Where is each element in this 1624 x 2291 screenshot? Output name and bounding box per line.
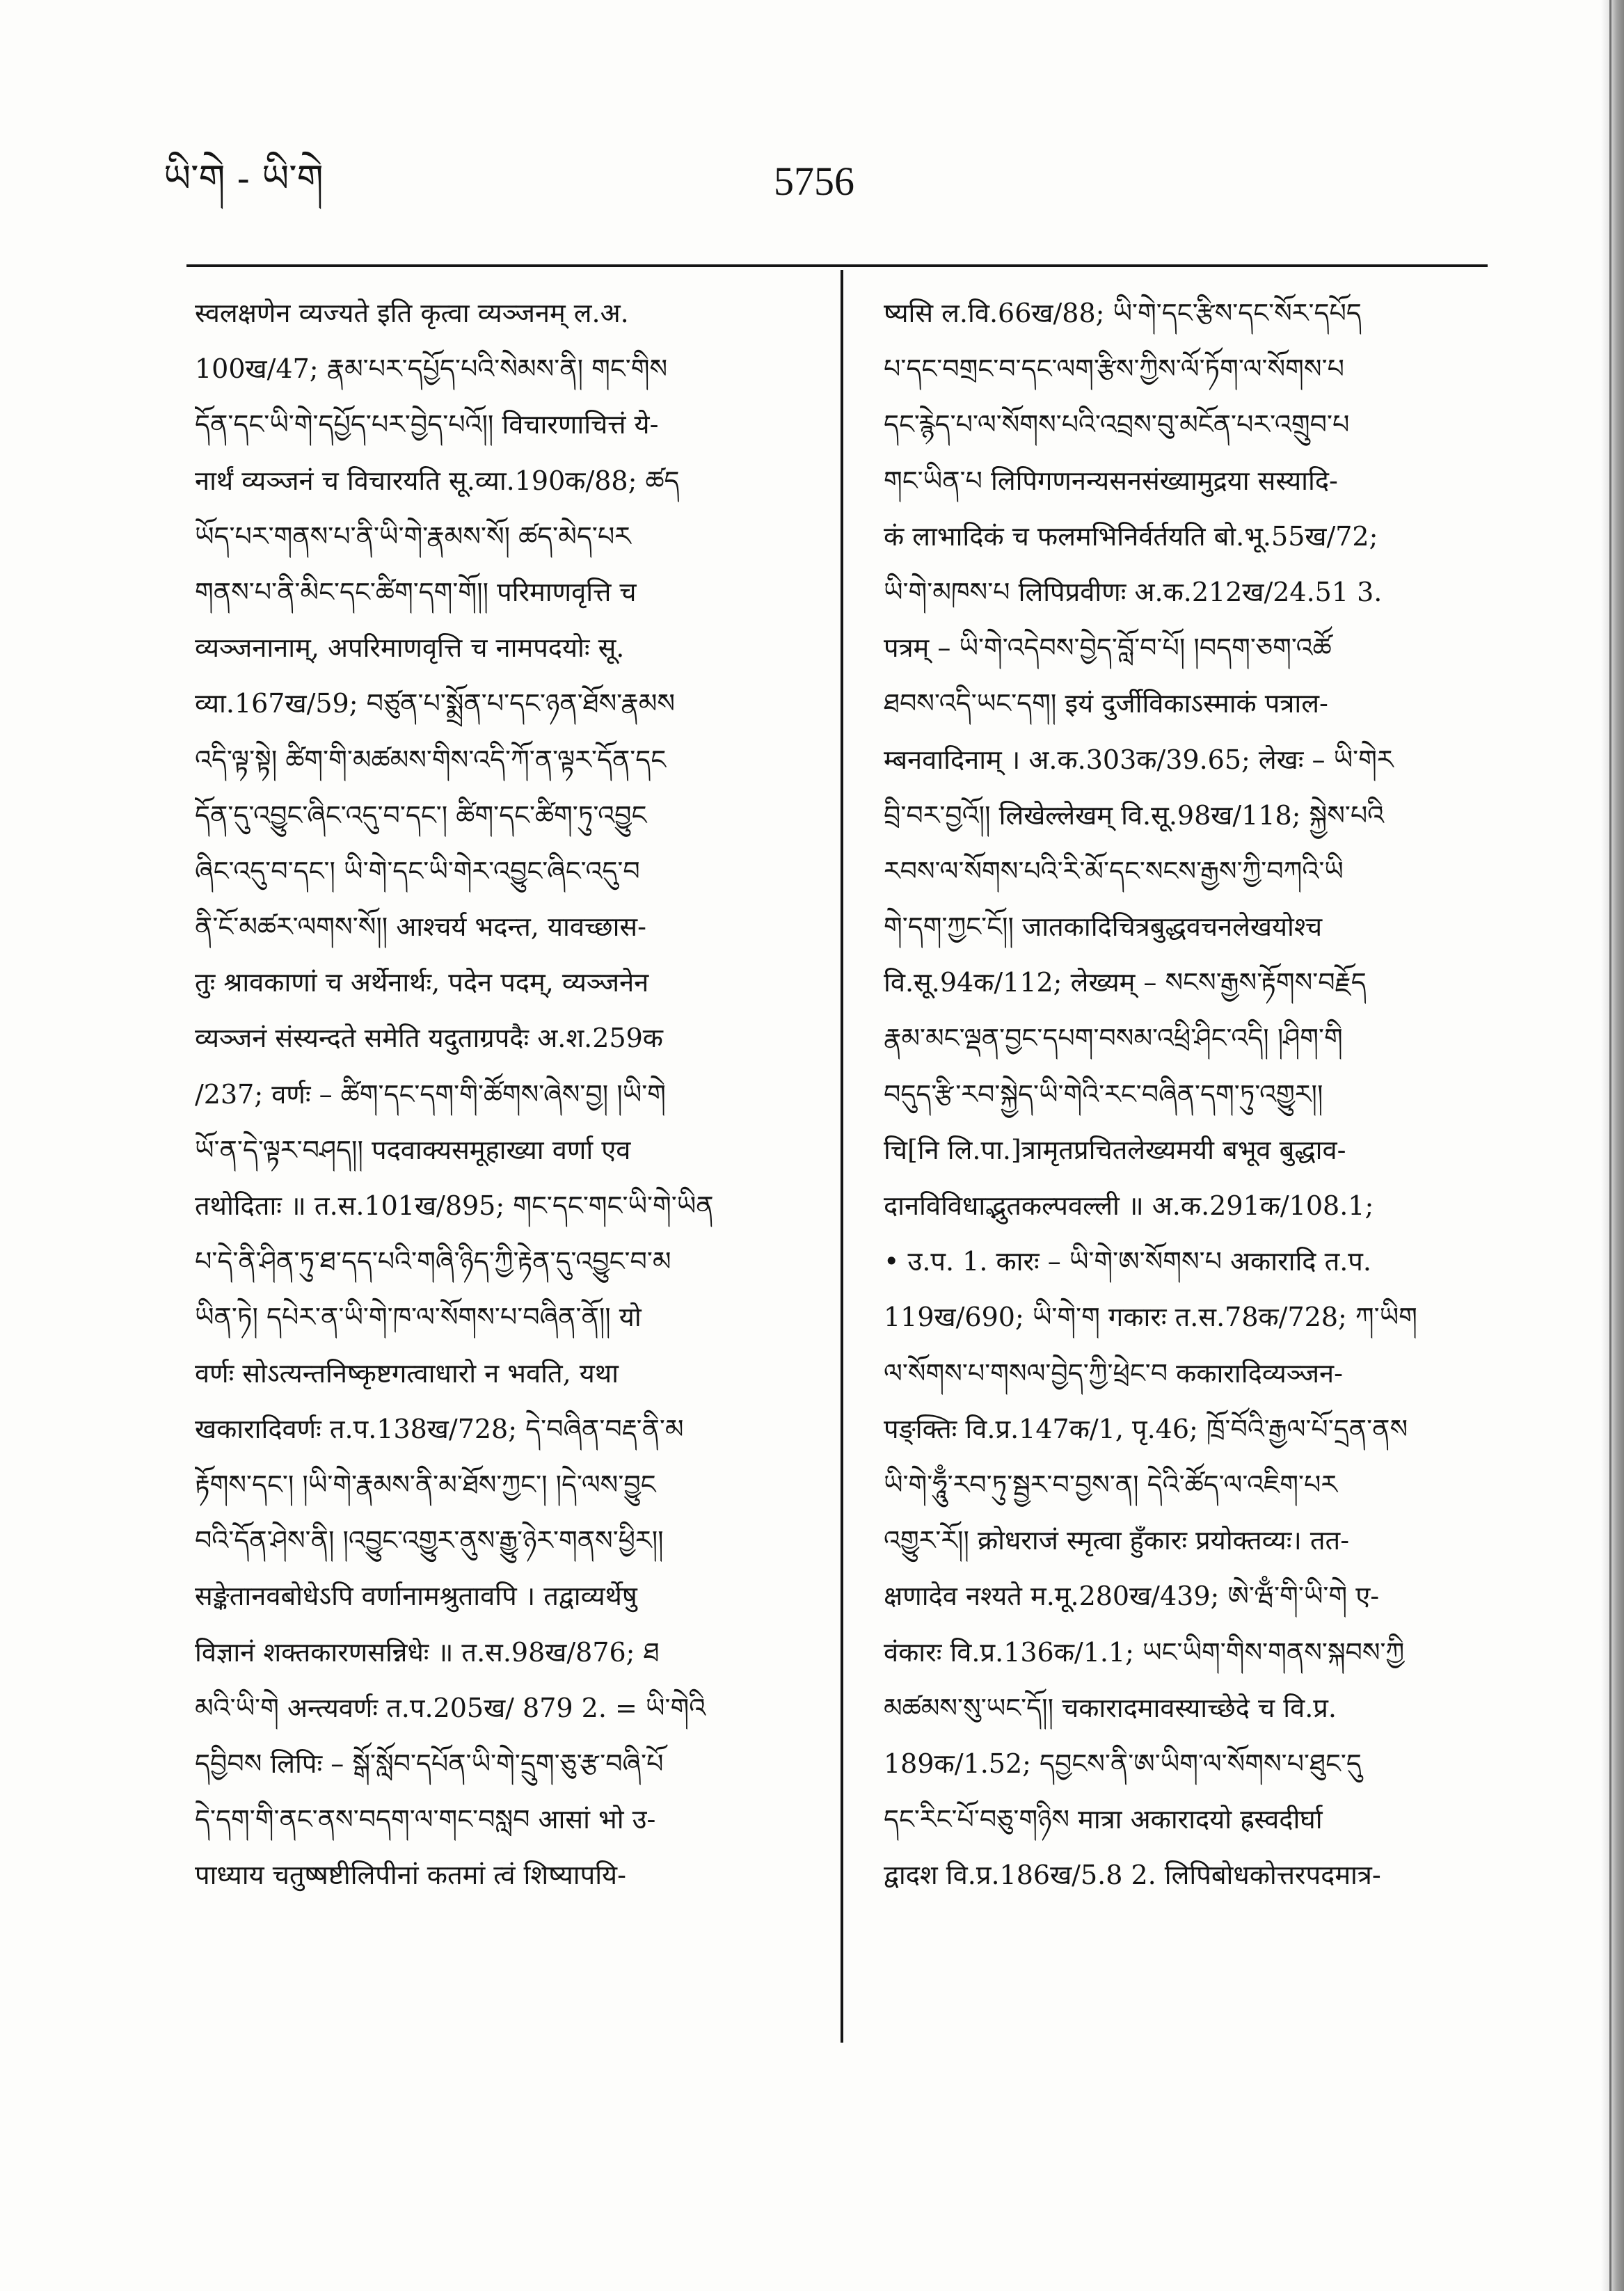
text-line: पत्रम् – ཡི་གེ་འདེབས་བྱེད་བློ་བ་པོ། །བདག་ཅག་འཚོ: [884, 632, 1332, 664]
text-line: འདི་ལྟ་སྟེ། ཚིག་གི་མཚམས་གིས་འདི་ཀོ་ན་ལྟར་དོན་དང: [195, 744, 667, 775]
text-line: གེ་དག་ཀྱང་ངོ།། जातकादिचित्रबुद्धवचनलेखयोश्च: [884, 911, 1323, 943]
text-line: द्वादश वि.प्र.186ख/5.8 2. लिपिबोधकोत्तरपदमात्र-: [884, 1860, 1381, 1891]
text-line: 189क/1.52; དབྱངས་ནི་ཨ་ཡིག་ལ་སོགས་པ་ཐུང་དུ: [884, 1748, 1362, 1779]
text-line: རྣམ་མང་ལྡན་བྱང་དཔག་བསམ་འཕྲི་ཤིང་འདི། །ཤིག་གི: [884, 1023, 1343, 1054]
text-line: सङ्केतानवबोधेऽपि वर्णानामश्रुतावपि । तद्वाव्यर्थेषु: [195, 1581, 637, 1612]
text-line: རབས་ལ་སོགས་པའི་རི་མོ་དང་སངས་རྒྱས་ཀྱི་བཀའི་ཡི: [884, 855, 1344, 886]
text-line: 119ख/690; ཡི་གེ་ག गकारः त.स.78क/728; ཀ་ཡིག: [884, 1302, 1417, 1333]
text-line: ལ་སོགས་པ་གསལ་བྱེད་ཀྱི་ཕྲེང་བ ककारादिव्यञ्जन-: [884, 1357, 1343, 1389]
text-line: དོན་དུ་འབྱུང་ཞིང་འདུ་བ་དང་། ཚིག་དང་ཚིག་ཏུ་འབྱུང: [195, 799, 647, 831]
header-rule: [186, 264, 1488, 267]
text-line: 100ख/47; རྣམ་པར་དཔྱོད་པའི་སེམས་ནི། གང་གིས: [195, 353, 668, 385]
text-line: དོན་དང་ཡི་གེ་དཔྱོད་པར་བྱེད་པའོ།། विचारणाचित्तं ये-: [195, 409, 659, 440]
text-line: དབྱིབས लिपिः – སྒོ་སློབ་དཔོན་ཡི་གེ་དྲུག་ཅུ་རྩ་བཞི་པོ: [195, 1748, 664, 1779]
running-head: ཡི་གེ - ཡི་གེ: [164, 157, 324, 200]
text-line: व्या.167ख/59; བཙུན་པ་སྨྲོན་པ་དང་ཉན་ཐོས་རྣམས: [195, 688, 676, 719]
text-line: नार्थं व्यञ्जनं च विचारयति सू.व्या.190क/88; ཚད: [195, 465, 680, 496]
text-line: དེ་དག་གི་ནང་ནས་བདག་ལ་གང་བསླབ आसां भो उ-: [195, 1804, 656, 1835]
text-line: वि.सू.94क/112; लेख्यम् – སངས་རྒྱས་རྟོགས་བརྗོད: [884, 967, 1367, 998]
text-line: दानविविधाद्भुतकल्पवल्ली ॥ अ.क.291क/108.1;: [884, 1190, 1374, 1221]
text-line: ནི་ངོ་མཚར་ལགས་སོ།། आश्चर्य भदन्त, यावच्छास-: [195, 911, 646, 943]
text-line: चि[नि लि.पा.]त्रामृतप्रचितलेख्यमयी बभूव बुद्धाव-: [884, 1134, 1346, 1165]
scanned-binding-line: [1609, 0, 1611, 2291]
text-line: མཚམས་སུ་ཡང་དོ།། चकारादमावस्याच्छेदे च वि.प्र.: [884, 1692, 1337, 1723]
text-line: བའི་དོན་ཤེས་ནི། །འབྱུང་འགྱུར་ནུས་རྒྱུ་ཉེར་གནས་ཕྱིར།།: [195, 1525, 664, 1556]
text-line: བྲི་བར་བྱའོ།། लिखेल्लेखम् वि.सू.98ख/118; སྐྱེས་པའི: [884, 799, 1385, 831]
column-divider: [841, 270, 843, 2043]
text-line: དང་རིང་པོ་བཅུ་གཉིས मात्रा अकारादयो ह्रस्वदीर्घा: [884, 1804, 1323, 1835]
text-line: ཐབས་འདི་ཡང་དག། इयं दुर्जीविकाऽस्माकं पत्राल-: [884, 688, 1328, 719]
text-line: /237; वर्णः – ཚིག་དང་དག་གི་ཚོགས་ཞེས་བྱ། །ཡི་གེ: [195, 1078, 666, 1110]
right-column: [884, 285, 1489, 2066]
text-line: म्बनवादिनाम् । अ.क.303क/39.65; लेखः – ཡི་གེར: [884, 744, 1394, 775]
text-line: རྟོགས་དང་། །ཡི་གེ་རྣམས་ནི་མ་ཐོས་ཀྱང་། །དེ་ལས་བྱུང: [195, 1469, 656, 1500]
text-line: व्यञ्जनानाम्, अपरिमाणवृत्ति च नामपदयोः सू.: [195, 632, 625, 664]
text-line: ཡོ་ན་དེ་ལྟར་བཤད།། पदवाक्यसमूहाख्या वर्णा एव: [195, 1134, 631, 1165]
text-line: འགྱུར་རོ།། क्रोधराजं स्मृत्वा हुँकारः प्रयोक्तव्यः। तत-: [884, 1525, 1350, 1556]
text-line: ཞིང་འདུ་བ་དང་། ཡི་གེ་དང་ཡི་གེར་འབྱུང་ཞིང་འདུ་བ: [195, 855, 640, 886]
text-line: पङ्क्तिः वि.प्र.147क/1, पृ.46; ཁྲོ་བོའི་རྒྱལ་པོ་དྲན་ནས: [884, 1413, 1408, 1444]
text-line: གནས་པ་ནི་མིང་དང་ཚིག་དག་གོ།། परिमाणवृत्ति च: [195, 576, 637, 607]
scanned-page-edge: [1600, 0, 1624, 2291]
text-line: དང་རྙེད་པ་ལ་སོགས་པའི་འབྲས་བུ་མངོན་པར་འགྲུབ་པ: [884, 409, 1350, 440]
text-line: ཡོད་པར་གནས་པ་ནི་ཡི་གེ་རྣམས་སོ། ཚད་མེད་པར: [195, 520, 631, 552]
text-line: वंकारः वि.प्र.136क/1.1; ཡང་ཡིག་གིས་གནས་སྐབས་ཀྱི: [884, 1636, 1405, 1668]
text-line: ཡི་གེ་མཁས་པ लिपिप्रवीणः अ.क.212ख/24.51 3.: [884, 576, 1383, 607]
text-line: གང་ཡིན་པ लिपिगणनन्यसनसंख्यामुद्रया सस्यादि-: [884, 465, 1338, 496]
text-line: མའི་ཡི་གེ अन्त्यवर्णः त.प.205ख/ 879 2. = ཡི་གེའི: [195, 1692, 706, 1723]
text-line: པ་དང་བགྲང་བ་དང་ལག་རྩིས་ཀྱིས་ལོ་ཏོག་ལ་སོགས་པ: [884, 353, 1344, 385]
text-line: तुः श्रावकाणां च अर्थेनार्थः, पदेन पदम्, व्यञ्जनेन: [195, 967, 649, 998]
text-line: ཡི་གེ་ཧཱུྃ་རབ་ཏུ་སྦྱར་བ་བྱས་ན། དེའི་ཚོད་ལ་འཇིག་པར: [884, 1469, 1338, 1500]
text-line: वर्णः सोऽत्यन्तनिष्कृष्टगत्वाधारो न भवति, यथा: [195, 1357, 619, 1389]
page-number: 5756: [774, 159, 854, 204]
text-line: स्वलक्षणेन व्यज्यते इति कृत्वा व्यञ्जनम् ल.अ.: [195, 298, 629, 328]
text-line: བདུད་རྩི་རབ་སྐྱེད་ཡི་གེའི་རང་བཞིན་དག་ཏུ་འགྱུར།།: [884, 1078, 1323, 1110]
text-line: क्षणादेव नश्यते म.मू.280ख/439; ཨེ་ཝྃ་གི་ཡི་གེ ए-: [884, 1581, 1380, 1612]
text-line: व्यञ्जनं संस्यन्दते समेति यदुताग्रपदैः अ.श.259क: [195, 1023, 663, 1054]
text-line: कं लाभादिकं च फलमभिनिर्वर्तयति बो.भू.55ख/72;: [884, 520, 1378, 552]
text-line: पाध्याय चतुष्षष्टीलिपीनां कतमां त्वं शिष्यापयि-: [195, 1860, 626, 1891]
text-line: खकारादिवर्णः त.प.138ख/728; དེ་བཞིན་བརྡ་ནི་མ: [195, 1413, 684, 1444]
text-line: པ་དེ་ནི་ཤིན་ཏུ་ཐ་དད་པའི་གཞི་ཉིད་ཀྱི་རྟེན་དུ་འབྱུང་བ་མ: [195, 1246, 671, 1277]
text-line: विज्ञानं शक्तकारणसन्निधेः ॥ त.स.98ख/876; ཐ: [195, 1636, 660, 1668]
text-line: ཡིན་ཏེ། དཔེར་ན་ཡི་གེ་ཁ་ལ་སོགས་པ་བཞིན་ནོ།། यो: [195, 1302, 642, 1333]
text-line: तथोदिताः ॥ त.स.101ख/895; གང་དང་གང་ཡི་གེ་ཡིན: [195, 1190, 714, 1221]
left-column: [195, 285, 807, 2066]
text-line: • उ.प. 1. कारः – ཡི་གེ་ཨ་སོགས་པ अकारादि त.प.: [884, 1246, 1371, 1277]
text-line: ष्यसि ल.वि.66ख/88; ཡི་གེ་དང་རྩིས་དང་སོར་དཔོད: [884, 298, 1362, 328]
